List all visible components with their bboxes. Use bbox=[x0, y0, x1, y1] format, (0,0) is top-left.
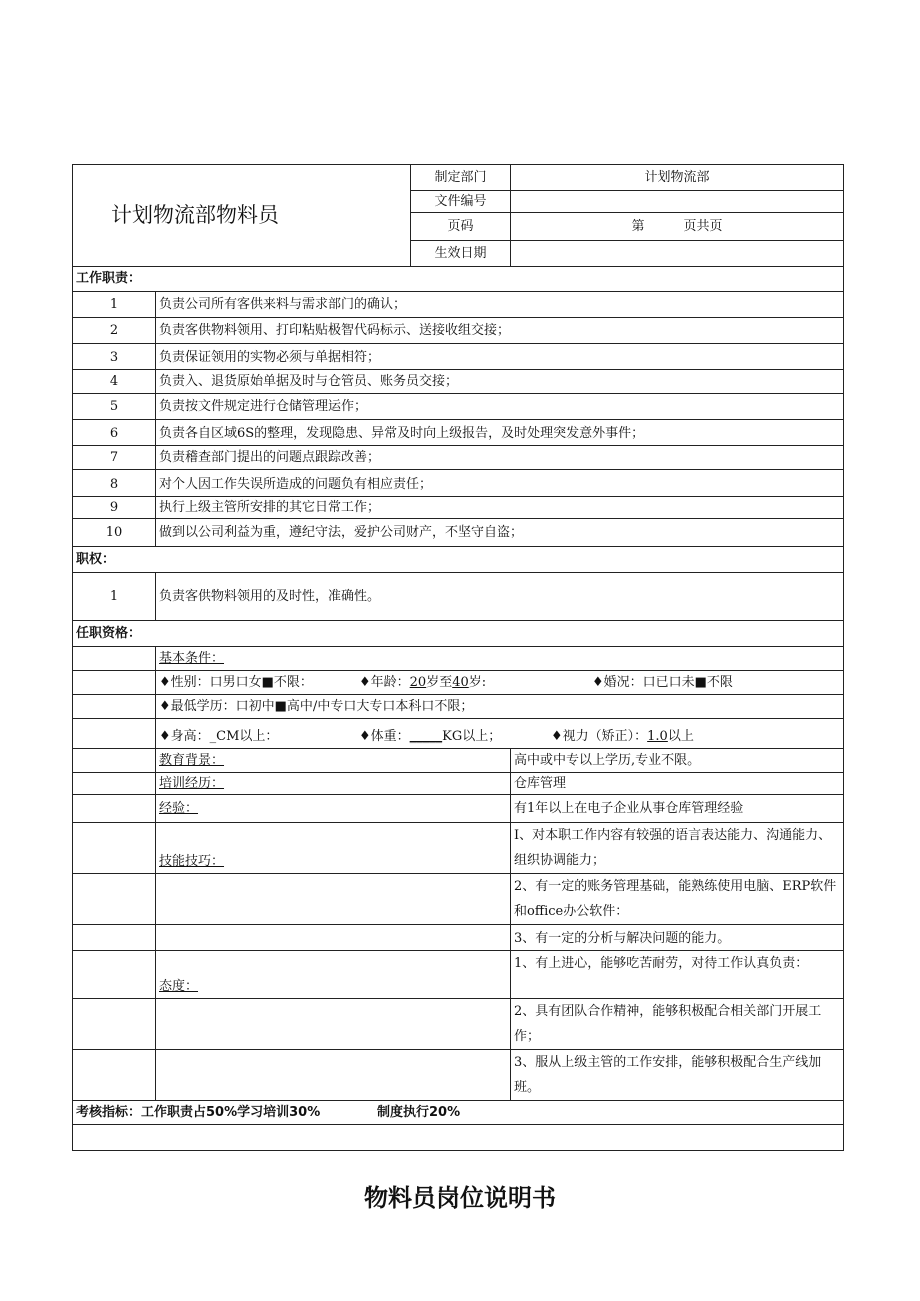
qual-row bbox=[73, 951, 844, 999]
blank-cell bbox=[156, 874, 511, 925]
weight-prefix: ♦体重： bbox=[359, 729, 410, 745]
blank-cell bbox=[73, 647, 156, 671]
attitude-item: 2、具有团队合作精神，能够积极配合相关部门开展工作； bbox=[511, 999, 844, 1050]
attitude-item: 3、服从上级主管的工作安排，能够积极配合生产线加班。 bbox=[511, 1050, 844, 1101]
attitude-label-cell bbox=[156, 951, 511, 999]
vision-prefix: ♦视力（矫正）： bbox=[551, 729, 648, 745]
weight-suffix: KG以上； bbox=[442, 729, 502, 745]
age-prefix: ♦年龄： bbox=[359, 674, 410, 690]
duty-number: 6 bbox=[73, 420, 156, 446]
qual-row bbox=[73, 874, 844, 925]
duty-row bbox=[73, 446, 844, 470]
training-value: 仓库管理 bbox=[511, 773, 844, 795]
header-row-1 bbox=[73, 165, 844, 191]
position-title: 计划物流部物料员 bbox=[73, 165, 411, 267]
blank-row bbox=[73, 1125, 844, 1151]
qual-row bbox=[73, 823, 844, 874]
weight-blank: _____ bbox=[409, 729, 443, 745]
blank-cell bbox=[73, 951, 156, 999]
attitude-item: 1、有上进心，能够吃苦耐劳，对待工作认真负责： bbox=[511, 951, 844, 999]
experience-value: 有1年以上在电子企业从事仓库管理经验 bbox=[511, 795, 844, 823]
physical-conditions-cell bbox=[156, 719, 844, 749]
duty-number: 8 bbox=[73, 470, 156, 497]
age-suffix: 岁: bbox=[468, 674, 487, 690]
qual-row bbox=[73, 647, 844, 671]
section-row bbox=[73, 547, 844, 573]
training-label-cell bbox=[156, 773, 511, 795]
authority-number: 1 bbox=[73, 573, 156, 621]
gender-text: ♦性别：口男口女■不限： bbox=[159, 674, 313, 690]
education-min-text: ♦最低学历：口初中■高中/中专口大专口本科口不限； bbox=[156, 695, 844, 719]
assessment-cell bbox=[73, 1101, 844, 1125]
duty-text: 负责按文件规定进行仓储管理运作； bbox=[156, 394, 844, 420]
height-text: ♦身高：_CM以上： bbox=[159, 729, 279, 745]
duty-text: 负责公司所有客供来料与需求部门的确认； bbox=[156, 292, 844, 318]
qualifications-heading: 任职资格： bbox=[73, 621, 844, 647]
skill-item: 2、有一定的账务管理基础，能熟练使用电脑、ERP软件和office办公软件： bbox=[511, 874, 844, 925]
attitude-label: 态度： bbox=[159, 979, 199, 995]
blank-cell bbox=[73, 1050, 156, 1101]
duty-text: 对个人因工作失误所造成的问题负有相应责任； bbox=[156, 470, 844, 497]
blank-cell bbox=[156, 925, 511, 951]
blank-cell bbox=[73, 719, 156, 749]
blank-cell bbox=[156, 999, 511, 1050]
header-value: 第 页共页 bbox=[511, 213, 844, 241]
job-description-table bbox=[72, 164, 844, 1151]
qual-row bbox=[73, 773, 844, 795]
age-min: 20 bbox=[409, 674, 427, 690]
blank-cell bbox=[73, 874, 156, 925]
header-value bbox=[511, 191, 844, 213]
duty-number: 4 bbox=[73, 370, 156, 394]
duty-number: 10 bbox=[73, 519, 156, 547]
duty-number: 3 bbox=[73, 344, 156, 370]
blank-cell bbox=[73, 1125, 844, 1151]
duty-row bbox=[73, 420, 844, 446]
age-max: 40 bbox=[452, 674, 469, 690]
duty-number: 2 bbox=[73, 318, 156, 344]
duty-text: 负责保证领用的实物必须与单据相符； bbox=[156, 344, 844, 370]
skill-item: 3、有一定的分析与解决问题的能力。 bbox=[511, 925, 844, 951]
duty-row bbox=[73, 292, 844, 318]
blank-cell bbox=[73, 695, 156, 719]
duty-row bbox=[73, 394, 844, 420]
duty-text: 负责各自区域6S的整理，发现隐患、异常及时向上级报告，及时处理突发意外事件； bbox=[156, 420, 844, 446]
duty-number: 5 bbox=[73, 394, 156, 420]
qual-row bbox=[73, 671, 844, 695]
duty-number: 9 bbox=[73, 497, 156, 519]
skill-item: I、对本职工作内容有较强的语言表达能力、沟通能力、组织协调能力； bbox=[511, 823, 844, 874]
duty-text: 负责稽查部门提出的问题点跟踪改善； bbox=[156, 446, 844, 470]
duty-row bbox=[73, 497, 844, 519]
header-value: 计划物流部 bbox=[511, 165, 844, 191]
blank-cell bbox=[73, 823, 156, 874]
blank-cell bbox=[156, 1050, 511, 1101]
vision-text bbox=[551, 728, 694, 746]
qual-row bbox=[73, 999, 844, 1050]
assessment-label: 考核指标： bbox=[76, 1104, 142, 1120]
duty-text: 负责入、退货原始单据及时与仓管员、账务员交接； bbox=[156, 370, 844, 394]
duty-row bbox=[73, 318, 844, 344]
header-label: 文件编号 bbox=[411, 191, 511, 213]
basic-conditions-label: 基本条件： bbox=[159, 651, 225, 667]
blank-cell bbox=[73, 795, 156, 823]
header-value bbox=[511, 241, 844, 267]
duty-row bbox=[73, 470, 844, 497]
duty-row bbox=[73, 519, 844, 547]
duty-text: 执行上级主管所安排的其它日常工作； bbox=[156, 497, 844, 519]
education-bg-label: 教育背景： bbox=[159, 753, 225, 769]
education-bg-value: 高中或中专以上学历,专业不限。 bbox=[511, 749, 844, 773]
duty-text: 做到以公司利益为重，遵纪守法，爱护公司财产，不坚守自盗； bbox=[156, 519, 844, 547]
blank-cell bbox=[73, 773, 156, 795]
weight-text bbox=[359, 728, 551, 746]
duties-heading: 工作职责： bbox=[73, 267, 844, 292]
basic-conditions-cell bbox=[156, 647, 844, 671]
duty-number: 1 bbox=[73, 292, 156, 318]
section-row bbox=[73, 621, 844, 647]
document-title: 物料员岗位说明书 bbox=[364, 1184, 556, 1212]
header-label: 生效日期 bbox=[411, 241, 511, 267]
qual-row bbox=[73, 695, 844, 719]
qual-row bbox=[73, 719, 844, 749]
vision-value: 1.0 bbox=[647, 729, 668, 745]
blank-cell bbox=[73, 999, 156, 1050]
education-bg-label-cell bbox=[156, 749, 511, 773]
training-label: 培训经历： bbox=[159, 775, 225, 791]
header-label: 页码 bbox=[411, 213, 511, 241]
duty-row bbox=[73, 370, 844, 394]
authority-text: 负责客供物料领用的及时性，准确性。 bbox=[156, 573, 844, 621]
duty-row bbox=[73, 344, 844, 370]
assessment-item-1: 工作职责占50%学习培训30% bbox=[141, 1104, 321, 1120]
qual-row bbox=[73, 925, 844, 951]
blank-cell bbox=[73, 925, 156, 951]
section-row bbox=[73, 267, 844, 292]
skills-label-cell bbox=[156, 823, 511, 874]
authority-heading: 职权： bbox=[73, 547, 844, 573]
qual-row bbox=[73, 749, 844, 773]
blank-cell bbox=[73, 749, 156, 773]
qual-row bbox=[73, 1050, 844, 1101]
qual-row bbox=[73, 795, 844, 823]
age-mid: 岁至 bbox=[426, 674, 453, 690]
duty-text: 负责客供物料领用、打印粘贴极智代码标示、送接收组交接； bbox=[156, 318, 844, 344]
blank-cell bbox=[73, 671, 156, 695]
assessment-item-2: 制度执行20% bbox=[377, 1104, 461, 1120]
assessment-row bbox=[73, 1101, 844, 1125]
header-label: 制定部门 bbox=[411, 165, 511, 191]
personal-conditions-cell bbox=[156, 671, 844, 695]
authority-row bbox=[73, 573, 844, 621]
skills-label: 技能技巧： bbox=[159, 854, 225, 870]
age-text bbox=[359, 674, 592, 692]
vision-suffix: 以上 bbox=[667, 729, 694, 745]
experience-label-cell bbox=[156, 795, 511, 823]
experience-label: 经验： bbox=[159, 800, 199, 816]
marriage-text: ♦婚况：口已口未■不限 bbox=[592, 674, 733, 690]
duty-number: 7 bbox=[73, 446, 156, 470]
